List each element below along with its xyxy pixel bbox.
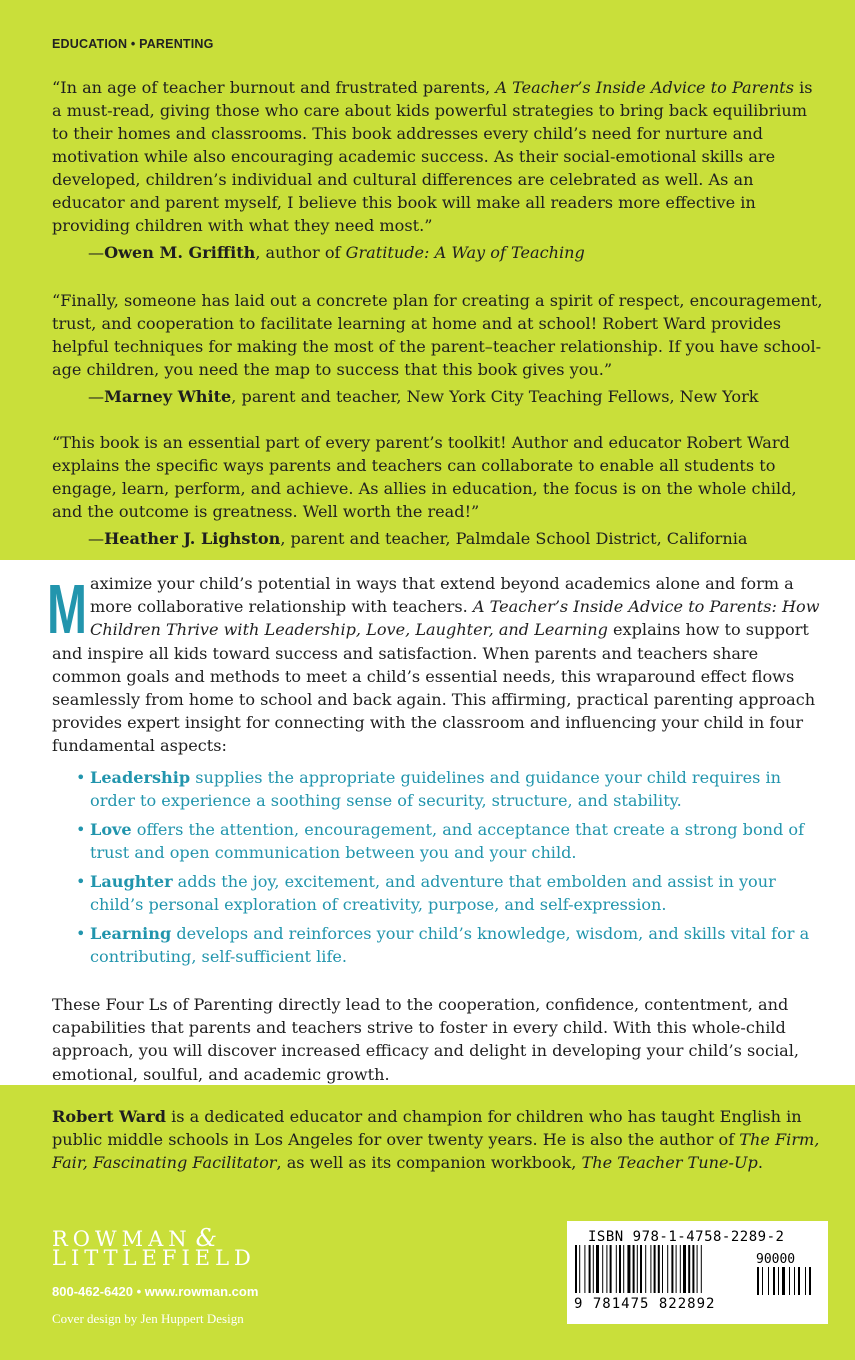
bio-text-part: is a dedicated educator and champion for children who has taught English in public middle schools in Los Angeles for over twenty years. He is also the author of	[52, 1107, 802, 1149]
quote-text-part: “In an age of teacher burnout and frustrated parents,	[52, 78, 496, 97]
quote-author: Owen M. Griffith	[104, 243, 256, 262]
author-book-title: Gratitude: A Way of Teaching	[345, 243, 585, 262]
barcode-bar	[688, 1245, 690, 1293]
list-item-term: Learning	[90, 924, 172, 943]
barcode-bar	[596, 1245, 599, 1293]
barcode-bar	[610, 1245, 612, 1293]
drop-cap-letter	[47, 570, 87, 648]
barcode-bar	[589, 1245, 591, 1293]
barcode-bar	[768, 1267, 769, 1295]
publisher-name-rowman: ROWMAN	[52, 1227, 192, 1251]
list-item-term: Leadership	[90, 768, 191, 787]
barcode-bar	[619, 1245, 621, 1293]
list-item-text: develops and reinforces your child’s knowledge, wisdom, and skills vital for a contributing, self-sufficient life.	[90, 924, 810, 966]
barcode-bar	[809, 1267, 811, 1295]
barcode-bar	[680, 1245, 681, 1293]
barcode-bar	[640, 1245, 642, 1293]
list-item-term: Laughter	[90, 872, 173, 891]
endorsement-quote-3	[52, 431, 827, 550]
quote-author: Marney White	[104, 387, 232, 406]
barcode-bar	[671, 1245, 673, 1293]
barcode-bar	[637, 1245, 638, 1293]
endorsement-quote-2	[52, 289, 827, 408]
barcode-bar	[789, 1267, 790, 1295]
barcode-bar	[575, 1245, 577, 1293]
list-item	[76, 922, 825, 968]
barcode-digits: 9 781475 822892	[574, 1296, 716, 1312]
bullet-icon: •	[76, 924, 86, 943]
quote-text: “This book is an essential part of every parent’s toolkit! Author and educator Robert Ward explains the specific ways parents and teachers can collaborate to enable all students to engage, learn, perform, and achieve. As allies in education, the focus is on the whole child, and the outcome is greatness. Well worth the read!”	[52, 433, 797, 521]
em-dash: —	[88, 529, 105, 548]
drop-cap	[47, 570, 87, 648]
cover-design-credit: Cover design by Jen Huppert Design	[52, 1311, 244, 1326]
em-dash: —	[88, 243, 105, 262]
author-name: Robert Ward	[52, 1107, 166, 1126]
quote-author-role: , parent and teacher, New York City Teaching Fellows, New York	[231, 387, 759, 406]
barcode-bar	[782, 1267, 785, 1295]
barcode-bar	[701, 1245, 702, 1293]
bio-text-part: .	[757, 1153, 763, 1172]
barcode-bar	[584, 1245, 585, 1293]
publisher-contact: 800-462-6420 • www.rowman.com	[52, 1284, 259, 1299]
barcode-bar	[633, 1245, 635, 1293]
bullet-icon: •	[76, 820, 86, 839]
list-item-text: supplies the appropriate guidelines and guidance your child requires in order to experience a soothing sense of security, structure, and stability.	[90, 768, 782, 810]
barcode-bar	[645, 1245, 646, 1293]
quote-author: Heather J. Lighston	[104, 529, 281, 548]
quote-text-part: is a must-read, giving those who care about kids powerful strategies to bring back equilibrium to their homes and classrooms. This book addresses every child’s need for nurture and motivation while also encouraging academic success. As their social-emotional skills are developed, children’s individual and cultural differences are celebrated as well. As an educator and parent myself, I believe this book will make all readers more effective in providing children with what they need most.”	[52, 78, 813, 235]
quote-attribution	[88, 527, 827, 550]
barcode-bar	[623, 1245, 624, 1293]
barcode-bar	[602, 1245, 603, 1293]
isbn-number: ISBN 978-1-4758-2289-2	[588, 1229, 785, 1245]
barcode-bar	[616, 1245, 617, 1293]
other-book-title: The Firm, Fair, Fascinating Facilitator	[52, 1130, 820, 1172]
barcode-bar	[658, 1245, 660, 1293]
barcode-bar	[697, 1245, 698, 1293]
description-paragraph	[47, 570, 827, 758]
closing-paragraph: These Four Ls of Parenting directly lead to the cooperation, confidence, contentment, and capabilities that parents and teachers strive to foster in every child. With this whole-child approach, you will discover increased efficacy and delight in developing your child’s social, emotional, soulful, and academic growth.	[52, 995, 799, 1084]
price-code: 90000	[756, 1252, 796, 1267]
barcode-bar	[798, 1267, 800, 1295]
four-ls-list	[76, 766, 825, 974]
quote-author-role: , author of	[255, 243, 346, 262]
list-item-term: Love	[90, 820, 132, 839]
list-item	[76, 818, 825, 864]
bullet-icon: •	[76, 768, 86, 787]
barcode-bar	[773, 1267, 775, 1295]
quote-text	[52, 76, 827, 237]
barcode-bar	[676, 1245, 677, 1293]
quote-text: “Finally, someone has laid out a concrete plan for creating a spirit of respect, encouragement, trust, and cooperation to facilitate learning at home and at school! Robert Ward provides helpful techniques for making the most of the parent–teacher relationship. If you have school-age children, you need the map to success that this book gives you.”	[52, 291, 823, 379]
barcode-bar	[654, 1245, 656, 1293]
barcode-bar	[762, 1267, 763, 1295]
barcode-bar	[627, 1245, 630, 1293]
barcode-bar	[692, 1245, 694, 1293]
barcode-bar	[683, 1245, 686, 1293]
em-dash: —	[88, 387, 105, 406]
barcode-bar	[593, 1245, 594, 1293]
category-label: EDUCATION • PARENTING	[52, 37, 214, 51]
barcode-bar	[805, 1267, 806, 1295]
barcode-bar	[778, 1267, 779, 1295]
endorsement-quote-1	[52, 76, 827, 264]
workbook-title: The Teacher Tune-Up	[581, 1153, 758, 1172]
publisher-ampersand: &	[195, 1224, 218, 1252]
barcode-bar	[794, 1267, 795, 1295]
book-full-title-italic: A Teacher’s Inside Advice to Parents: How Children Thrive with Leadership, Love, Laughter, and Learning	[90, 597, 820, 640]
bio-text-part: , as well as its companion workbook,	[276, 1153, 582, 1172]
barcode-bar	[662, 1245, 663, 1293]
quote-attribution	[88, 241, 827, 264]
book-title-italic: A Teacher’s Inside Advice to Parents	[495, 78, 794, 97]
quote-author-role: , parent and teacher, Palmdale School District, California	[280, 529, 748, 548]
list-item	[76, 870, 825, 916]
barcode-bar	[757, 1267, 759, 1295]
bullet-icon: •	[76, 872, 86, 891]
description-text-part: explains how to support and inspire all kids toward success and satisfaction. When parents and teachers share common goals and methods to meet a child’s essential needs, this wraparound effect flows seamlessly from home to school and back again. This affirming, practical parenting approach provides expert insight for connecting with the classroom and influencing your child in four fundamental aspects:	[52, 620, 816, 756]
barcode-bar	[650, 1245, 651, 1293]
list-item	[76, 766, 825, 812]
description-text-part: aximize your child’s potential in ways that extend beyond academics alone and form a more collaborative relationship with teachers.	[90, 574, 794, 617]
description-text	[52, 572, 827, 758]
quote-attribution	[88, 385, 827, 408]
barcode-bar	[667, 1245, 668, 1293]
svg-text:M: M	[47, 570, 87, 648]
list-item-text: adds the joy, excitement, and adventure that embolden and assist in your child’s personal exploration of creativity, purpose, and self-expression.	[90, 872, 776, 914]
list-item-text: offers the attention, encouragement, and acceptance that create a strong bond of trust and open communication between you and your child.	[90, 820, 805, 862]
author-bio	[52, 1105, 827, 1174]
publisher-logo-line2: LITTLEFIELD	[52, 1246, 256, 1270]
barcode-bar	[579, 1245, 580, 1293]
barcode-bar	[606, 1245, 607, 1293]
